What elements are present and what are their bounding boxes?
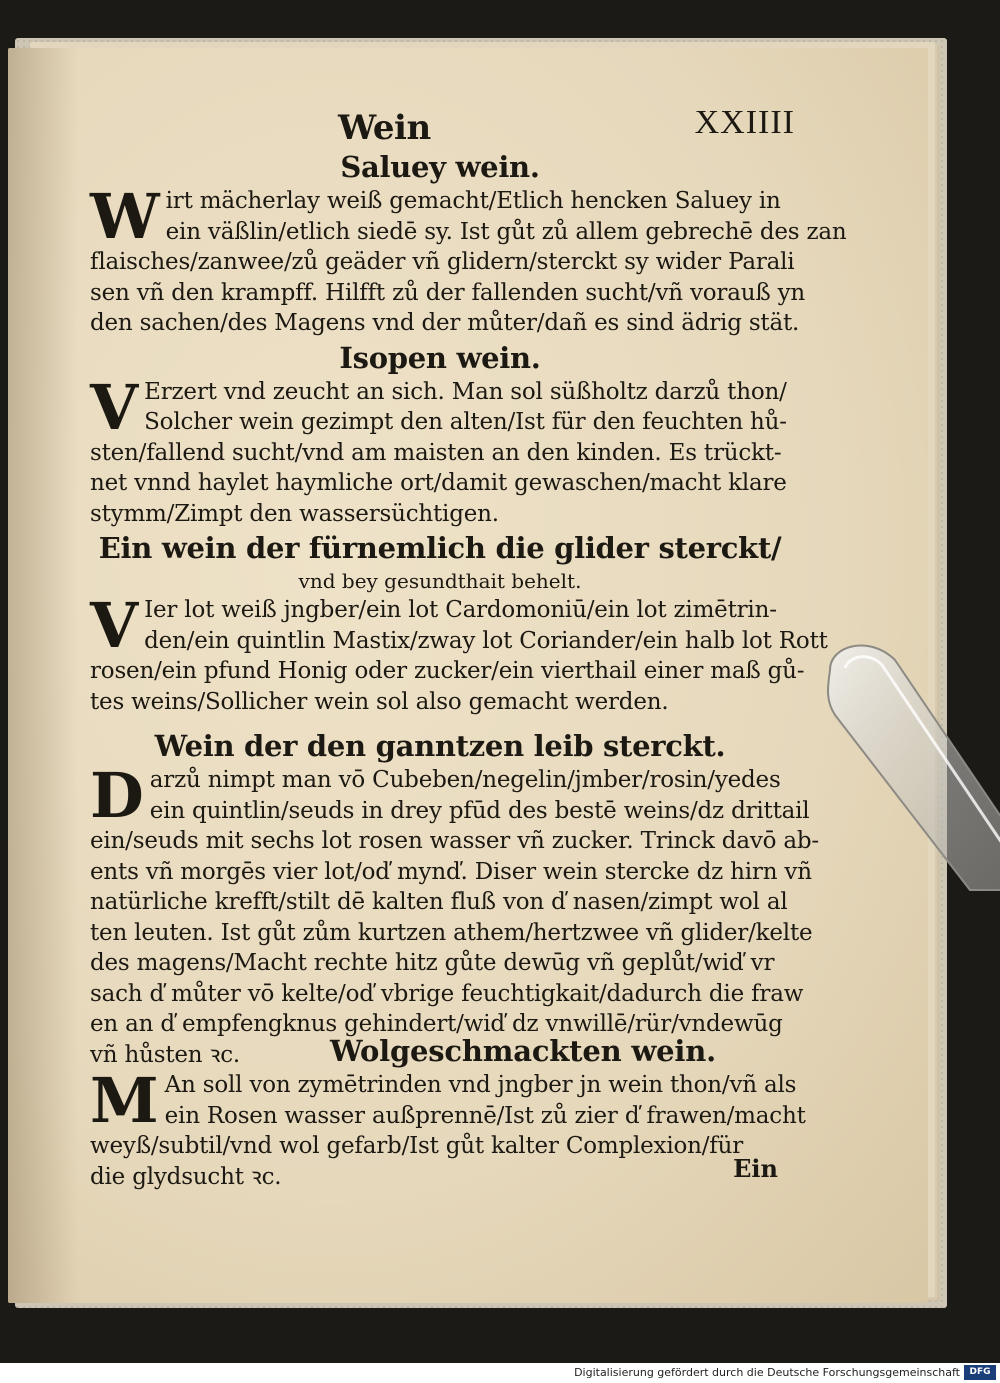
text-line: Ier lot weiß jngber/ein lot Cardomoniū/ein lot zimētrin-: [144, 597, 777, 623]
text-line: den sachen/des Magens vnd der můter/dañ es sind ädrig stät.: [90, 310, 800, 336]
text-line: ents vñ morgēs vier lot/oď mynď. Diser wein stercke dz hirn vñ: [90, 858, 812, 885]
text-line-end: vñ hůsten ꝛc.: [90, 1041, 241, 1068]
catchword: Ein: [733, 1154, 778, 1183]
section-heading-wolgeschmackt: Wolgeschmackten wein.: [330, 1033, 717, 1068]
text-line: die glydsucht ꝛc.: [90, 1163, 282, 1190]
glass-clip: [820, 640, 1000, 910]
text-line: stymm/Zimpt den wassersüchtigen.: [90, 500, 499, 527]
running-head: [90, 100, 795, 148]
text-line: arzů nimpt man vō Cubeben/negelin/jmber/rosin/yedes: [149, 767, 781, 793]
section-heading-isopen: Isopen wein.: [339, 340, 541, 375]
drop-initial: V: [90, 589, 139, 662]
drop-initial: M: [90, 1064, 159, 1137]
folio-number: XXIIII: [694, 104, 795, 141]
footer-bar: [0, 1363, 1000, 1383]
text-line: ein/seuds mit sechs lot rosen wasser vñ zucker. Trinck davō ab-: [90, 828, 819, 854]
running-head-title: Wein: [338, 108, 431, 148]
text-line: flaisches/zanwee/zů geäder vñ glidern/sterckt sy wider Parali: [90, 249, 795, 275]
page-gutter-shadow: [8, 48, 78, 1303]
text-line: Solcher wein gezimpt den alten/Ist für den feuchten hů-: [144, 409, 787, 435]
text-line: An soll von zymētrinden vnd jngber jn wein thon/vñ als: [164, 1072, 797, 1098]
section-subheading-glider: vnd bey gesundthait behelt.: [298, 569, 582, 593]
drop-initial: W: [90, 180, 160, 253]
text-line: sten/fallend sucht/vnd am maisten an den kinden. Es trückt-: [90, 439, 782, 466]
section-text-saluey: [90, 180, 847, 339]
text-line: ein Rosen wasser außprennē/Ist zů zier ď frawen/macht: [164, 1102, 806, 1129]
drop-initial: V: [90, 370, 139, 444]
text-line: natürliche krefft/stilt dē kalten fluß von ď nasen/zimpt wol al: [90, 889, 788, 915]
text-line: den/ein quintlin Mastix/zway lot Coriander/ein halb lot Rott: [144, 627, 828, 654]
section-text-wolgeschmackt: [90, 1064, 806, 1192]
section-heading-saluey: Saluey wein.: [340, 150, 540, 184]
text-line: sach ď můter vō kelte/oď vbrige feuchtigkait/dadurch die fraw: [90, 980, 804, 1007]
section-heading-glider: Ein wein der fürnemlich die glider sterckt/: [98, 531, 782, 565]
text-line: ten leuten. Ist gůt zům kurtzen athem/hertzwee vñ glider/kelte: [90, 919, 813, 946]
text-line: en an ď empfengknus gehindert/wiď dz vnwillē/rür/vndewūg: [90, 1011, 783, 1037]
text-line: rosen/ein pfund Honig oder zucker/ein vierthail einer maß gů-: [90, 658, 805, 684]
section-text-isopen: [90, 370, 790, 530]
footer-credit: Digitalisierung gefördert durch die Deutsche Forschungsgemeinschaft: [574, 1366, 960, 1379]
text-line: sen vñ den krampff. Hilfft zů der fallenden sucht/vñ vorauß yn: [90, 279, 806, 306]
section-text-leib: [90, 759, 819, 1070]
text-line: tes weins/Sollicher wein sol also gemacht werden.: [90, 688, 669, 715]
text-line: irt mächerlay weiß gemacht/Etlich hencken Saluey in: [165, 188, 781, 214]
text-line: net vnnd haylet haymliche ort/damit gewaschen/macht klare: [90, 470, 787, 496]
page-content: [90, 100, 847, 1192]
section-heading-leib: Wein der den ganntzen leib sterckt.: [154, 729, 726, 763]
text-line: ein väßlin/etlich siedē sy. Ist gůt zů allem gebrechē des zan: [165, 218, 847, 245]
text-line: des magens/Macht rechte hitz gůte dewūg vñ geplůt/wiď vr: [90, 950, 775, 976]
text-line: [90, 1033, 790, 1071]
section-text-glider: [90, 589, 828, 717]
dfg-logo: DFG: [964, 1365, 996, 1380]
text-line: ein quintlin/seuds in drey pfūd des bestē weins/dz drittail: [149, 797, 810, 824]
text-line: weyß/subtil/vnd wol gefarb/Ist gůt kalter Complexion/für: [90, 1133, 744, 1159]
text-line: Erzert vnd zeucht an sich. Man sol süßholtz darzů thon/: [144, 378, 787, 405]
drop-initial: D: [90, 759, 144, 832]
